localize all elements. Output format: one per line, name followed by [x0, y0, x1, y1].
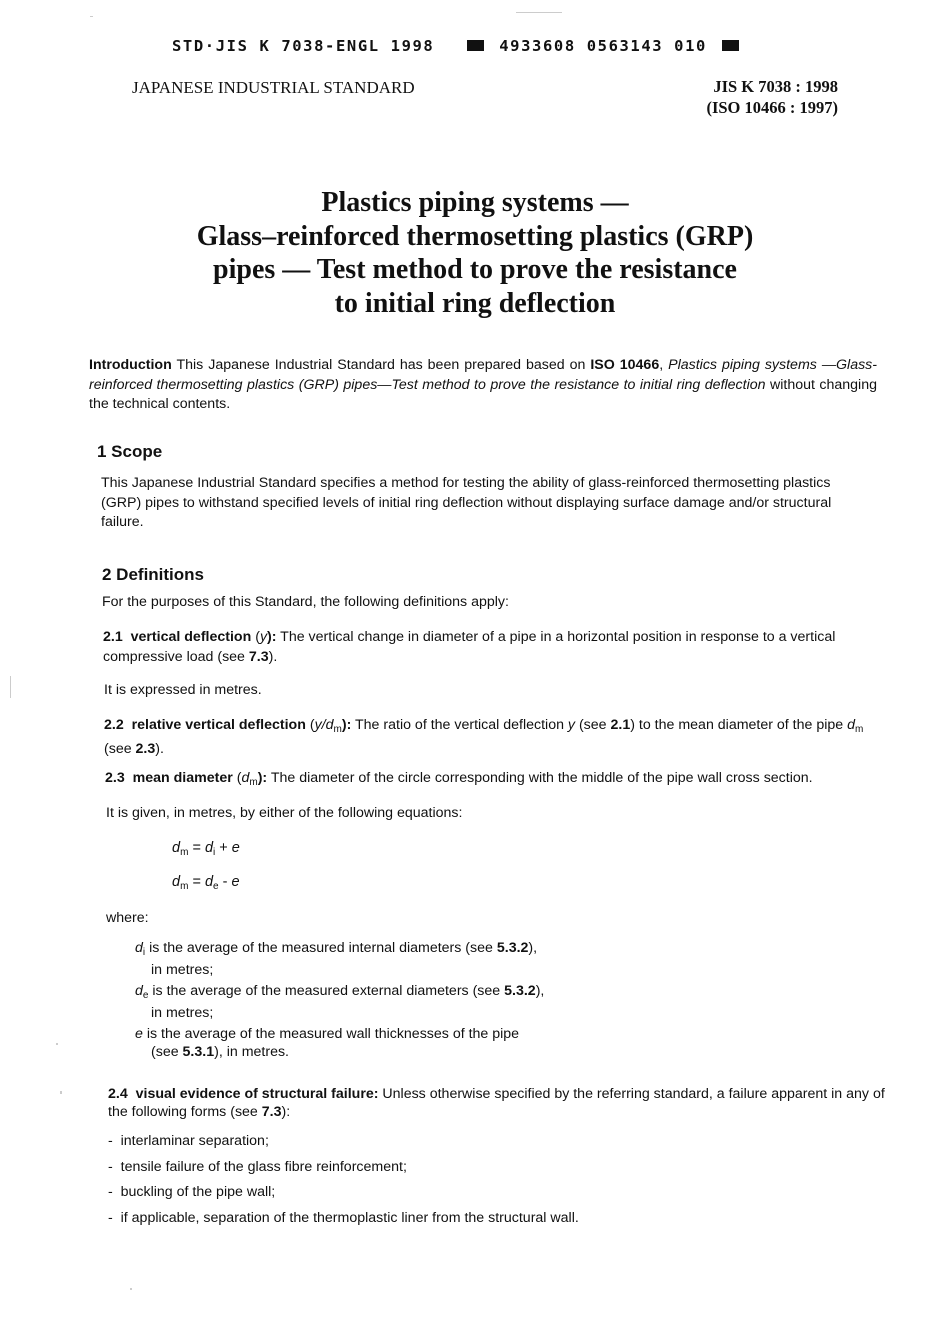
def-2-3-note: It is given, in metres, by either of the following equations: — [106, 805, 463, 821]
title-line-4: to initial ring deflection — [334, 287, 616, 319]
definition-2-4 — [108, 1086, 908, 1121]
where-de-ref: 5.3.2 — [504, 983, 536, 999]
where-di-ref: 5.3.2 — [496, 940, 529, 956]
def-2-2-sym-a: y — [314, 717, 322, 733]
where-item-di — [135, 940, 605, 979]
def-2-2-sym-open: ( — [305, 717, 315, 733]
where-e-line-2b: ), in metres. — [214, 1043, 290, 1060]
where-di-sym: d — [135, 940, 143, 956]
def-2-4-end: ): — [281, 1103, 291, 1120]
where-de-sym: d — [135, 983, 143, 999]
def-2-1-ref: 7.3 — [248, 648, 269, 665]
where-de-sub: e — [142, 990, 149, 1001]
where-e-ref: 5.3.1 — [182, 1043, 215, 1060]
where-di-sub: i — [142, 947, 146, 958]
where-e-text: is the average of the measured wall thicknesses of the pipe — [142, 1026, 520, 1042]
def-2-3-sym-close: ): — [257, 770, 268, 786]
intro-text-1: This Japanese Industrial Standard has been prepared based on — [171, 357, 591, 373]
where-di-text: is the average of the measured internal diameters (see — [145, 940, 497, 956]
scan-artifact-speck — [130, 1288, 132, 1290]
eq2-a: d — [204, 874, 214, 890]
introduction-paragraph — [89, 356, 877, 415]
std-code: STD·JIS K 7038-ENGL 1998 — [172, 37, 435, 55]
scan-artifact-speck — [56, 1043, 58, 1045]
where-di-line-1 — [135, 940, 605, 962]
def-2-2-term: relative vertical deflection — [131, 717, 306, 733]
where-de-line-2: in metres; — [151, 1004, 214, 1021]
eq2-minus: - — [218, 874, 232, 890]
eq2-a-sub: e — [213, 881, 219, 892]
def-2-1-num: 2.1 — [103, 629, 123, 645]
title-line-1: Plastics piping systems — — [321, 187, 629, 218]
def-2-1-text: The vertical change in diameter of a pipe in a horizontal position in response to a vertical compressive load (see — [103, 629, 836, 665]
eq1-lhs-sub: m — [180, 847, 189, 858]
def-2-4-term: visual evidence of structural failure: — [135, 1086, 379, 1102]
document-title — [0, 186, 950, 320]
failure-form-item — [108, 1184, 275, 1200]
eq2-lhs-sub: m — [180, 881, 189, 892]
equation-1 — [172, 840, 240, 858]
scan-artifact-margin-line — [10, 676, 11, 698]
list-bullet: - — [108, 1210, 113, 1226]
eq2-b: e — [231, 874, 240, 890]
definition-2-2 — [104, 716, 884, 759]
def-2-3-sym-open: ( — [232, 770, 242, 786]
def-2-2-ref-2: 2.3 — [135, 740, 156, 757]
def-2-2-text-3: ) to the mean diameter of the pipe — [630, 717, 848, 733]
where-e-line-1 — [135, 1026, 605, 1044]
def-2-2-text-2: (see — [575, 717, 611, 733]
failure-form-item — [108, 1210, 579, 1226]
def-2-2-slash: / — [321, 717, 326, 733]
list-bullet: - — [108, 1159, 113, 1175]
eq1-a: d — [204, 840, 214, 856]
standard-number-block — [706, 76, 838, 118]
failure-form-item — [108, 1159, 407, 1175]
scan-artifact-line — [516, 12, 562, 13]
def-2-2-var-d: d — [847, 717, 856, 733]
intro-comma: , — [659, 357, 669, 373]
def-2-3-sub: m — [249, 777, 258, 788]
list-bullet: - — [108, 1184, 113, 1200]
scope-heading: 1 Scope — [97, 442, 163, 461]
def-2-1-sym-close: ): — [267, 629, 277, 645]
def-2-1-term: vertical deflection — [130, 629, 252, 645]
equation-2 — [172, 874, 240, 892]
intro-italic-title: Plastics piping systems —Glass-reinforced thermosetting plastics (GRP) pipes—Test method to prove the resistance to initial ring deflection — [89, 357, 877, 393]
def-2-2-text-1: The ratio of the vertical deflection — [351, 717, 568, 733]
where-e-line-2a: (see — [151, 1043, 183, 1060]
eq2-lhs: d — [172, 874, 181, 890]
eq1-b: e — [231, 840, 240, 856]
scope-text: This Japanese Industrial Standard specifies a method for testing the ability of glass-reinforced thermosetting plastics (GRP) pipes to withstand specified levels of initial ring deflection without displaying surface damage and/or structural failure. — [101, 475, 832, 530]
title-line-3: pipes — Test method to prove the resistance — [213, 254, 737, 285]
def-2-2-var-sub: m — [855, 724, 864, 735]
def-2-2-end: ). — [155, 740, 164, 757]
def-2-4-ref: 7.3 — [261, 1103, 282, 1120]
def-2-1-sym: y — [259, 629, 268, 645]
definition-2-3 — [105, 769, 813, 793]
barcode-block-right — [722, 40, 739, 51]
organization-heading: JAPANESE INDUSTRIAL STANDARD — [132, 78, 415, 97]
def-2-1-end: ). — [268, 648, 278, 665]
def-2-3-num: 2.3 — [105, 770, 125, 786]
intro-text-2: without changing the technical contents. — [89, 376, 877, 412]
failure-form-item — [108, 1133, 269, 1149]
failure-form-text: if applicable, separation of the thermoplastic liner from the structural wall. — [120, 1210, 579, 1226]
eq1-op: = — [188, 840, 205, 856]
def-2-3-sym: d — [241, 770, 250, 786]
where-label: where: — [106, 910, 149, 926]
std-code-line — [172, 37, 743, 55]
failure-form-text: tensile failure of the glass fibre reinforcement; — [120, 1159, 407, 1175]
def-2-1-sym-open: ( — [251, 629, 260, 645]
definitions-heading: 2 Definitions — [102, 565, 205, 584]
eq1-plus: + — [215, 840, 232, 856]
def-2-1-note: It is expressed in metres. — [104, 682, 262, 698]
barcode-number: 4933608 0563143 010 — [499, 37, 707, 55]
definitions-lead: For the purposes of this Standard, the following definitions apply: — [102, 594, 509, 610]
intro-iso: ISO 10466 — [590, 357, 660, 373]
where-di-end: ), — [528, 940, 538, 956]
where-e-sym: e — [135, 1026, 143, 1042]
standard-number: JIS K 7038 : 1998 — [713, 77, 838, 96]
def-2-4-num: 2.4 — [108, 1086, 128, 1102]
title-line-2: Glass–reinforced thermosetting plastics (GRP) — [196, 220, 754, 252]
def-2-2-text-4: (see — [104, 740, 136, 757]
def-2-2-sym-b: d — [325, 717, 334, 733]
iso-reference: (ISO 10466 : 1997) — [706, 98, 838, 117]
def-2-2-sub: m — [333, 724, 342, 735]
where-de-text: is the average of the measured external diameters (see — [148, 983, 505, 999]
def-2-4-text: Unless otherwise specified by the referring standard, a failure apparent in any of the following forms (see — [108, 1086, 885, 1120]
def-2-2-num: 2.2 — [104, 717, 124, 733]
def-2-2-ref-1: 2.1 — [610, 717, 631, 733]
list-bullet: - — [108, 1133, 113, 1149]
definition-2-1 — [103, 628, 863, 667]
def-2-3-text: The diameter of the circle corresponding with the middle of the pipe wall cross section. — [267, 770, 813, 786]
where-de-line-1 — [135, 983, 605, 1005]
where-di-line-2: in metres; — [151, 961, 214, 978]
intro-label: Introduction — [89, 357, 172, 373]
def-2-2-var-y: y — [567, 717, 576, 733]
where-e-line-2 — [135, 1044, 605, 1062]
failure-form-text: interlaminar separation; — [120, 1133, 269, 1149]
where-item-de — [135, 983, 605, 1022]
def-2-3-term: mean diameter — [132, 770, 233, 786]
failure-form-text: buckling of the pipe wall; — [120, 1184, 276, 1200]
def-2-2-sym-close: ): — [341, 717, 352, 733]
barcode-block-left — [467, 40, 484, 51]
where-de-end: ), — [535, 983, 545, 999]
where-item-e — [135, 1026, 605, 1061]
eq1-a-sub: i — [213, 847, 216, 858]
scan-artifact-speck — [60, 1091, 62, 1094]
scan-artifact-speck — [90, 16, 93, 17]
eq2-op: = — [188, 874, 205, 890]
eq1-lhs: d — [172, 840, 181, 856]
